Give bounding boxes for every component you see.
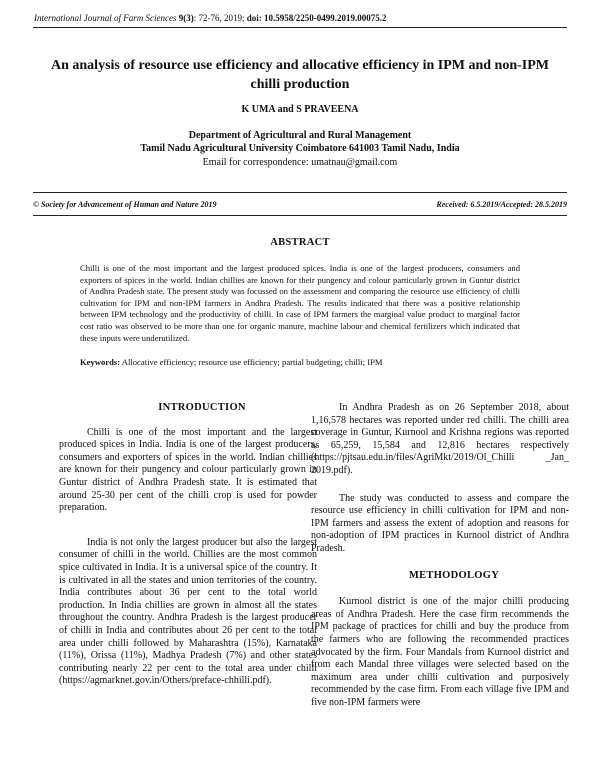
affiliation-univ: Tamil Nadu Agricultural University Coimbatore 641003 Tamil Nadu, India: [140, 143, 460, 154]
volume-issue: 9(3): [178, 13, 194, 23]
abstract-text: Chilli is one of the most important and the largest produced spices. India is one of the largest producers, consumers and exporters of spices in the world. Indian chillies are known for their pungency and colour particularly grown in Guntur district of Andhra Pradesh state. The present study was focussed on the assessment and comparing the resource use efficiency of chilli cultivation for IPM and non-IPM farmers in Andhra Pradesh. The results indicated that there was a positive relationship between IPM technology and the productivity of chilli. In case of IPM farmers the marginal value product to marginal factor cost ratio was observed to be more than one for organic manure, machine labour and chemical fertilizers which indicated that these inputs were underutilized.: [80, 263, 520, 343]
introduction-heading: INTRODUCTION: [158, 402, 246, 413]
journal-header: [34, 13, 387, 23]
meta-rule-top: [33, 192, 567, 193]
meta-rule-bottom: [33, 215, 567, 216]
right-column: [311, 402, 569, 709]
header-rule: [33, 27, 567, 28]
journal-name: International Journal of Farm Sciences: [34, 13, 177, 23]
intro-paragraph-3: In Andhra Pradesh as on 26 September 2018, about 1,16,578 hectares was reported under red chilli. The chilli area coverage in Guntur, Kurnool and Krishna regions was reported as 65,259, 15,584 and 12,816 hectares respectively (https://pjtsau.edu.in/files/AgriMkt/2019/Ol_Chilli _Jan_ 2019.pdf).: [311, 402, 569, 476]
correspondence-email: Email for correspondence: umatnau@gmail.com: [202, 157, 398, 168]
keywords-label: Keywords:: [80, 357, 121, 367]
pages-year: : 72-76, 2019;: [193, 13, 245, 23]
keywords-text: Allocative efficiency; resource use efficiency; partial budgeting; chilli; IPM: [120, 357, 383, 367]
keywords: [80, 357, 520, 367]
left-column: [59, 402, 317, 688]
authors: K UMA and S PRAVEENA: [241, 104, 359, 115]
intro-paragraph-2: India is not only the largest producer but also the largest consumer of chilli in the world. Chillies are the most common spice cultivated in India. It is a universal spice of the country. It is cultivated in all the states and union territories of the country. India contributes about 36 per cent to the total world production. In India chillies are grown in almost all the states throughout the country. Andhra Pradesh is the largest producer of chilli in India and contributes about 26 per cent to the total area under chilli followed by Maharashtra (15%), Karnataka (11%), Orissa (11%), Madhya Pradesh (7%) and other states contributing nearly 22 per cent to the total area under chilli (https://agmarknet.gov.in/Others/preface-chhilli.pdf).: [59, 536, 317, 687]
society-copyright: © Society for Advancement of Human and Nature 2019: [33, 200, 217, 209]
intro-paragraph-4: The study was conducted to assess and compare the resource use efficiency in chilli cultivation for IPM and non-IPM farmers and assess the extent of adoption and reasons for non-adoption of IPM practices in Kurnool district of Andhra Pradesh.: [311, 492, 569, 554]
intro-paragraph-1: Chilli is one of the most important and the largest produced spices in India. India is one of the largest producers, consumers and exporters of spices in the world. Indian chillies are known for their pungency and colour particularly grown in Guntur district of Andhra Pradesh state. It is estimated that around 25-30 per cent of the chilli crop is used for powder preparation.: [59, 426, 317, 514]
method-paragraph-1: Kurnool district is one of the major chilli producing areas of Andhra Pradesh. Here the case firm recommends the IPM package of practices for chilli and buy the produce from the farmers who are following the recommended practices advocated by the firm. Four Mandals from Kurnool district and from each Mandal three villages were selected based on the maximum area under chilli cultivation and purposively recommended by the case firm. From each village five IPM and five non-IPM farmers were: [311, 596, 569, 708]
methodology-heading: METHODOLOGY: [408, 569, 500, 581]
abstract-heading: ABSTRACT: [270, 237, 330, 248]
affiliation-dept: Department of Agricultural and Rural Management: [188, 130, 412, 141]
doi: doi: 10.5958/2250-0499.2019.00075.2: [246, 13, 387, 23]
paper-title: An analysis of resource use efficiency and allocative efficiency in IPM and non-IPM chilli production: [51, 58, 549, 92]
received-accepted: Received: 6.5.2019/Accepted: 28.5.2019: [436, 200, 567, 209]
